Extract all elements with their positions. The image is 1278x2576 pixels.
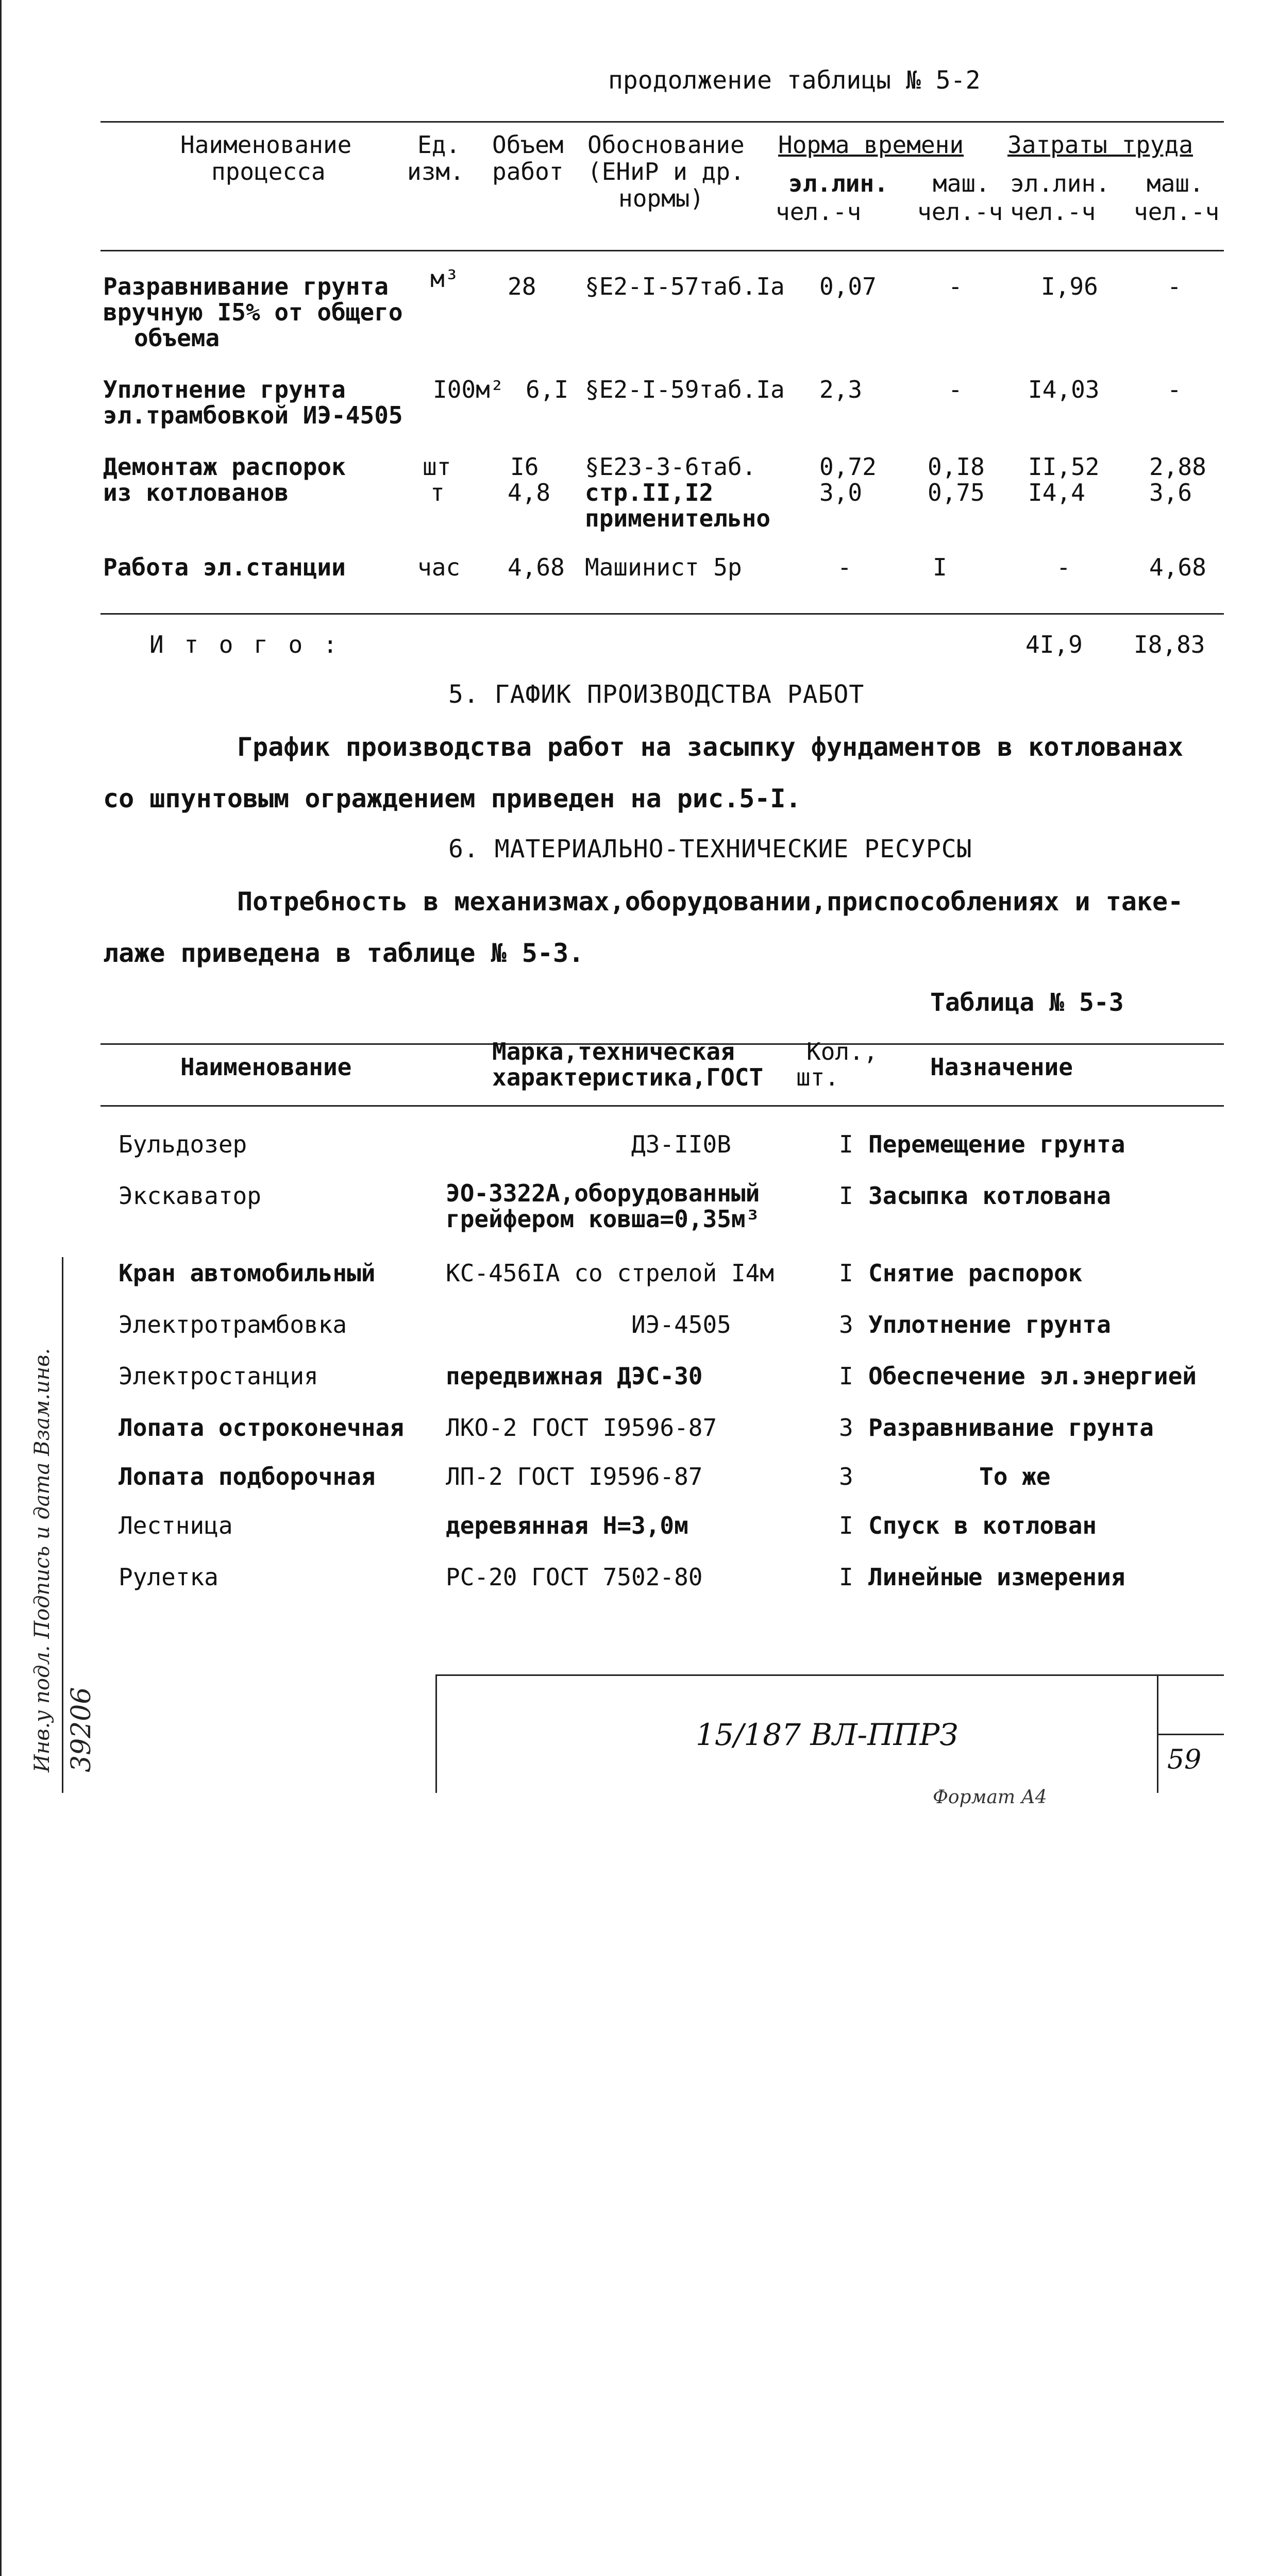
t53-r4-name: Электротрамбовка (119, 1311, 347, 1338)
t52-r1-unit: м³ (430, 265, 459, 293)
section5-line-2: со шпунтовым ограждением приведен на рис.5-I. (103, 784, 801, 814)
t52-r3-lc-el-2: I4,4 (1028, 479, 1085, 506)
t52-r3-lc-mash-2: 3,6 (1149, 479, 1192, 506)
t52-r4-volume: 4,68 (508, 553, 565, 581)
t53-r8-name: Лестница (119, 1512, 233, 1539)
frame-right-border (0, 1762, 2, 2576)
t52-r4-nt-el: - (837, 553, 852, 581)
t52-r1-lc-el: I,96 (1041, 273, 1098, 300)
t52-r3-basis-3: применительно (585, 504, 771, 532)
t52-r3-name-1: Демонтаж распорок (103, 453, 346, 481)
t52-h-mash2-2: чел.-ч (1134, 198, 1220, 226)
t53-r8-purpose: Спуск в котлован (868, 1512, 1097, 1539)
t53-r1-purpose: Перемещение грунта (868, 1130, 1125, 1158)
table52-header-rule (100, 250, 1224, 251)
t52-r4-nt-mash: I (933, 553, 947, 581)
t52-h-basis-3: нормы) (618, 184, 704, 212)
t52-h-basis-1: Обоснование (587, 131, 745, 159)
stamp-doc-code: 15/187 ВЛ-ППРЗ (696, 1717, 959, 1752)
t53-r4-qty: 3 (839, 1311, 853, 1338)
t53-h-qty-2: шт. (796, 1063, 839, 1091)
t52-r2-unit: I00м² (433, 376, 505, 403)
t53-r9-mark: РС-20 ГОСТ 7502-80 (446, 1563, 703, 1591)
t52-h-norm-time: Норма времени (778, 131, 964, 159)
t53-r2-qty: I (839, 1182, 853, 1210)
t52-r4-lc-mash: 4,68 (1149, 553, 1206, 581)
stamp-page-rule (1157, 1734, 1224, 1735)
t52-h-mash2-1: маш. (1147, 170, 1204, 197)
stamp-top-rule (435, 1674, 1224, 1676)
t52-h-el2-1: эл.лин. (1010, 170, 1110, 197)
section6-heading: 6. МАТЕРИАЛЬНО-ТЕХНИЧЕСКИЕ РЕСУРСЫ (448, 835, 972, 863)
side-stamp-inv-number: 39206 (66, 1687, 97, 1772)
t53-r7-name: Лопата подборочная (119, 1463, 376, 1490)
t52-r3-nt-el-1: 0,72 (819, 453, 877, 481)
t53-h-qty-1: Кол., (806, 1038, 878, 1065)
t52-r3-nt-mash-2: 0,75 (928, 479, 985, 506)
t52-r1-nt-mash: - (948, 273, 963, 300)
t52-h-mash-1: маш. (933, 170, 990, 197)
t52-total-label: И т о г о : (149, 631, 341, 658)
t53-r2-mark-1: ЭО-3322А,оборудованный (446, 1179, 760, 1207)
t53-r3-qty: I (839, 1259, 853, 1287)
t52-r3-nt-el-2: 3,0 (819, 479, 863, 506)
section6-line-1: Потребность в механизмах,оборудовании,приспособлениях и таке- (237, 887, 1184, 917)
stamp-page-number: 59 (1167, 1744, 1202, 1775)
t52-r3-basis-2: стр.II,I2 (585, 479, 714, 506)
t53-h-name: Наименование (180, 1053, 352, 1081)
t53-r6-qty: 3 (839, 1414, 853, 1442)
t52-r1-lc-mash: - (1167, 273, 1182, 300)
t53-r1-mark: ДЗ-II0В (631, 1130, 731, 1158)
t52-h-el-2: чел.-ч (776, 198, 862, 226)
t52-h-unit-1: Ед. (417, 131, 461, 159)
t52-r3-volume-1: I6 (510, 453, 539, 481)
t52-r3-unit-2: т (430, 479, 445, 506)
t52-r3-lc-el-1: II,52 (1028, 453, 1100, 481)
t53-r3-mark: КС-456IА со стрелой I4м (446, 1259, 774, 1287)
t53-r6-name: Лопата остроконечная (119, 1414, 404, 1442)
t52-r1-basis: §Е2-I-57таб.Iа (585, 273, 785, 300)
t53-r7-mark: ЛП-2 ГОСТ I9596-87 (446, 1463, 703, 1490)
t52-r3-lc-mash-1: 2,88 (1149, 453, 1206, 481)
t53-h-mark-2: характеристика,ГОСТ (492, 1063, 764, 1091)
t53-r7-purpose: То же (979, 1463, 1051, 1490)
t52-r2-name-2: эл.трамбовкой ИЭ-4505 (103, 401, 403, 429)
t52-h-basis-2: (ЕНиР и др. (587, 158, 745, 185)
frame-left-border (0, 0, 2, 1762)
side-stamp-rule (62, 1257, 63, 1793)
table52-top-rule (100, 121, 1224, 123)
t52-r1-name-1: Разравнивание грунта (103, 273, 389, 300)
t52-r2-lc-el: I4,03 (1028, 376, 1100, 403)
t52-r4-unit: час (417, 553, 461, 581)
t52-r2-name-1: Уплотнение грунта (103, 376, 346, 403)
t52-h-name-2: процесса (211, 158, 326, 185)
table53-title: Таблица № 5-3 (930, 988, 1124, 1017)
continuation-title: продолжение таблицы № 5-2 (608, 66, 981, 95)
t53-r2-purpose: Засыпка котлована (868, 1182, 1111, 1210)
table52-total-rule (100, 613, 1224, 615)
t52-r4-name: Работа эл.станции (103, 553, 346, 581)
t53-r5-name: Электростанция (119, 1362, 318, 1390)
stamp-left-rule (435, 1674, 437, 1793)
t53-r8-mark: деревянная Н=3,0м (446, 1512, 688, 1539)
t52-r3-unit-1: шт (423, 453, 451, 481)
t53-r2-mark-2: грейфером ковша=0,35м³ (446, 1205, 760, 1233)
t52-h-volume-1: Объем (492, 131, 564, 159)
t52-r1-nt-el: 0,07 (819, 273, 877, 300)
t52-r1-name-2: вручную I5% от общего (103, 298, 403, 326)
t53-r9-purpose: Линейные измерения (868, 1563, 1125, 1591)
t52-r3-nt-mash-1: 0,I8 (928, 453, 985, 481)
stamp-format: Формат А4 (933, 1787, 1047, 1808)
t53-r8-qty: I (839, 1512, 853, 1539)
t53-r9-name: Рулетка (119, 1563, 218, 1591)
side-stamp-text: Инв.у подл. Подпись и дата Взам.инв. (30, 1348, 54, 1772)
t53-r1-qty: I (839, 1130, 853, 1158)
t52-r2-lc-mash: - (1167, 376, 1182, 403)
t53-r9-qty: I (839, 1563, 853, 1591)
section6-line-2: лаже приведена в таблице № 5-3. (103, 938, 584, 968)
t53-r6-purpose: Разравнивание грунта (868, 1414, 1154, 1442)
t52-h-el-1: эл.лин. (788, 170, 888, 197)
t52-r2-nt-mash: - (948, 376, 963, 403)
t53-r1-name: Бульдозер (119, 1130, 247, 1158)
t52-r3-name-2: из котлованов (103, 479, 289, 506)
t53-h-purpose: Назначение (930, 1053, 1073, 1081)
t52-total-el: 4I,9 (1025, 631, 1083, 658)
t52-h-el2-2: чел.-ч (1010, 198, 1096, 226)
t53-r4-mark: ИЭ-4505 (631, 1311, 731, 1338)
t52-r2-basis: §Е2-I-59таб.Iа (585, 376, 785, 403)
t52-r4-basis: Машинист 5р (585, 553, 742, 581)
t53-r5-qty: I (839, 1362, 853, 1390)
t53-r2-name: Экскаватор (119, 1182, 261, 1210)
t52-h-volume-2: работ (492, 158, 564, 185)
t52-r4-lc-el: - (1056, 553, 1071, 581)
t52-r1-volume: 28 (508, 273, 536, 300)
t52-h-name-1: Наименование (180, 131, 352, 159)
section5-line-1: Гpафик производства работ на засыпку фундаментов в котлованах (237, 732, 1184, 762)
t53-r3-name: Кран автомобильный (119, 1259, 376, 1287)
t52-h-labor: Затраты труда (1007, 131, 1193, 159)
t53-r5-mark: передвижная ДЭС-30 (446, 1362, 703, 1390)
t53-r3-purpose: Снятие распорок (868, 1259, 1083, 1287)
t52-r2-nt-el: 2,3 (819, 376, 863, 403)
t53-r7-qty: 3 (839, 1463, 853, 1490)
section5-heading: 5. ГАФИК ПРОИЗВОДСТВА РАБОТ (448, 680, 865, 709)
t52-r3-volume-2: 4,8 (508, 479, 551, 506)
t53-r4-purpose: Уплотнение грунта (868, 1311, 1111, 1338)
t53-r6-mark: ЛКО-2 ГОСТ I9596-87 (446, 1414, 717, 1442)
t52-h-mash-2: чел.-ч (917, 198, 1003, 226)
t52-r2-volume: 6,I (526, 376, 569, 403)
t52-r3-basis-1: §Е23-3-6таб. (585, 453, 756, 481)
table53-header-rule (100, 1105, 1224, 1107)
t52-total-mash: I8,83 (1134, 631, 1205, 658)
t53-h-mark-1: Марка,техническая (492, 1038, 735, 1065)
t52-h-unit-2: изм. (407, 158, 464, 185)
t52-r1-name-3: объема (134, 324, 220, 352)
t53-r5-purpose: Обеспечение эл.энергией (868, 1362, 1197, 1390)
